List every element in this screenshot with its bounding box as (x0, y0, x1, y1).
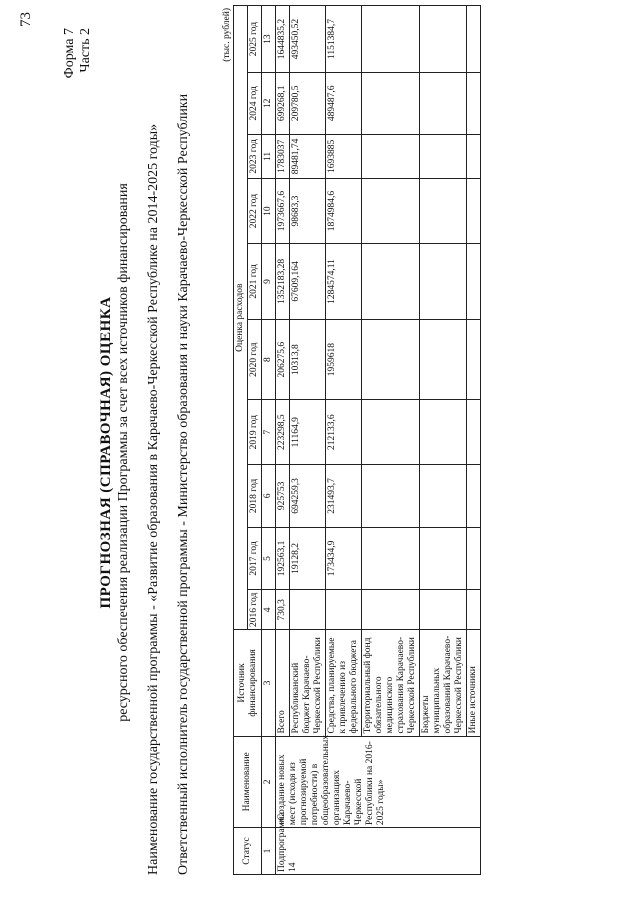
value-cell: 1783037 (276, 134, 290, 179)
value-cell (326, 590, 362, 630)
header-year: 2017 год (248, 527, 262, 590)
value-cell: 925753 (276, 465, 290, 528)
header-year: 2020 год (248, 319, 262, 399)
value-cell (362, 527, 420, 590)
value-cell (362, 319, 420, 399)
value-cell (467, 134, 481, 179)
value-cell (467, 73, 481, 134)
value-cell (420, 527, 467, 590)
responsible-executor: Ответственный исполнитель государственной программы - Министерство образования и науки Карачаево-Черкесской Республики (176, 93, 191, 875)
value-cell: 212133,6 (326, 400, 362, 465)
value-cell: 209780,5 (290, 73, 326, 134)
value-cell: 1874984,6 (326, 179, 362, 244)
value-cell (420, 179, 467, 244)
value-cell (420, 134, 467, 179)
form-part: Часть 2 (78, 28, 93, 73)
column-number: 5 (262, 527, 276, 590)
column-number: 11 (262, 134, 276, 179)
value-cell (420, 6, 467, 73)
table-row (276, 6, 290, 875)
value-cell: 1284574,11 (326, 244, 362, 320)
header-source: Источник финансирования (234, 630, 262, 736)
source-cell: Иные источники (467, 630, 481, 736)
value-cell (467, 179, 481, 244)
value-cell: 694259,3 (290, 465, 326, 528)
value-cell (467, 6, 481, 73)
value-cell (420, 400, 467, 465)
column-number: 13 (262, 6, 276, 73)
value-cell: 1693885 (326, 134, 362, 179)
header-year: 2018 год (248, 465, 262, 528)
page-number: 73 (18, 12, 34, 27)
value-cell: 89481,74 (290, 134, 326, 179)
value-cell (362, 73, 420, 134)
units-label: (тыс. рублей) (222, 8, 232, 62)
header-year: 2021 год (248, 244, 262, 320)
column-number: 4 (262, 590, 276, 630)
column-number: 10 (262, 179, 276, 244)
value-cell: 11164,9 (290, 400, 326, 465)
header-name: Наименование (234, 736, 262, 828)
value-cell: 1151384,7 (326, 6, 362, 73)
value-cell (467, 400, 481, 465)
status-cell: Подпрограмма 14 (276, 828, 481, 875)
value-cell (420, 465, 467, 528)
column-number: 7 (262, 400, 276, 465)
value-cell (467, 465, 481, 528)
value-cell (420, 244, 467, 320)
value-cell (420, 319, 467, 399)
value-cell: 1973667,6 (276, 179, 290, 244)
value-cell (362, 465, 420, 528)
header-status: Статус (234, 828, 262, 875)
value-cell (362, 590, 420, 630)
value-cell (362, 6, 420, 73)
value-cell (420, 590, 467, 630)
source-cell: Территориальный фонд обязательного медицинского страхования Карачаево-Черкесской Республики (362, 630, 420, 736)
value-cell (290, 590, 326, 630)
column-number: 9 (262, 244, 276, 320)
value-cell: 1959618 (326, 319, 362, 399)
source-cell: Республиканский бюджет Карачаево-Черкесской Республики (290, 630, 326, 736)
value-cell: 489487,6 (326, 73, 362, 134)
header-year: 2022 год (248, 179, 262, 244)
header-year: 2024 год (248, 73, 262, 134)
form-number: Форма 7 (62, 28, 77, 79)
program-name: Наименование государственной программы - «Развитие образования в Карачаево-Черкесской Республике на 2014-2025 годы» (146, 123, 161, 875)
source-cell: Бюджеты муниципальных образований Карачаево-Черкесской Республики (420, 630, 467, 736)
form-label (62, 28, 94, 78)
document-title: ПРОГНОЗНАЯ (СПРАВОЧНАЯ) ОЦЕНКА (98, 296, 114, 609)
value-cell (362, 244, 420, 320)
value-cell: 173434,9 (326, 527, 362, 590)
value-cell: 1352183,28 (276, 244, 290, 320)
value-cell (362, 134, 420, 179)
column-numbers-row (262, 6, 276, 875)
funding-table (233, 5, 481, 875)
column-number: 1 (262, 828, 276, 875)
value-cell: 730,3 (276, 590, 290, 630)
header-year: 2019 год (248, 400, 262, 465)
value-cell: 10313,8 (290, 319, 326, 399)
value-cell (467, 319, 481, 399)
source-cell: Средства, планируемые к привлечению из федерального бюджета (326, 630, 362, 736)
value-cell: 231493,7 (326, 465, 362, 528)
column-number: 6 (262, 465, 276, 528)
column-number: 2 (262, 736, 276, 828)
table-body (276, 6, 481, 875)
document-subtitle: ресурсного обеспечения реализации Программы за счет всех источников финансирования (116, 183, 131, 722)
value-cell (420, 73, 467, 134)
value-cell: 699268,1 (276, 73, 290, 134)
value-cell: 67609,164 (290, 244, 326, 320)
value-cell: 1644835,2 (276, 6, 290, 73)
value-cell (467, 527, 481, 590)
header-estimate: Оценка расходов (234, 6, 248, 630)
value-cell: 493450,52 (290, 6, 326, 73)
value-cell: 19128,2 (290, 527, 326, 590)
value-cell (362, 400, 420, 465)
header-year: 2023 год (248, 134, 262, 179)
column-number: 3 (262, 630, 276, 736)
value-cell (362, 179, 420, 244)
value-cell (467, 590, 481, 630)
source-cell: Всего (276, 630, 290, 736)
header-year: 2025 год (248, 6, 262, 73)
header-year: 2016 год (248, 590, 262, 630)
value-cell: 223298,5 (276, 400, 290, 465)
value-cell: 192563,1 (276, 527, 290, 590)
column-number: 12 (262, 73, 276, 134)
value-cell: 206275,6 (276, 319, 290, 399)
value-cell (467, 244, 481, 320)
column-number: 8 (262, 319, 276, 399)
value-cell: 98683,3 (290, 179, 326, 244)
subprogram-name-cell: «Создание новых мест (исходя из прогнозируемой потребности) в общеобразовательных организациях Карачаево-Черкесской Республики на 2016-2025 годы» (276, 736, 481, 828)
